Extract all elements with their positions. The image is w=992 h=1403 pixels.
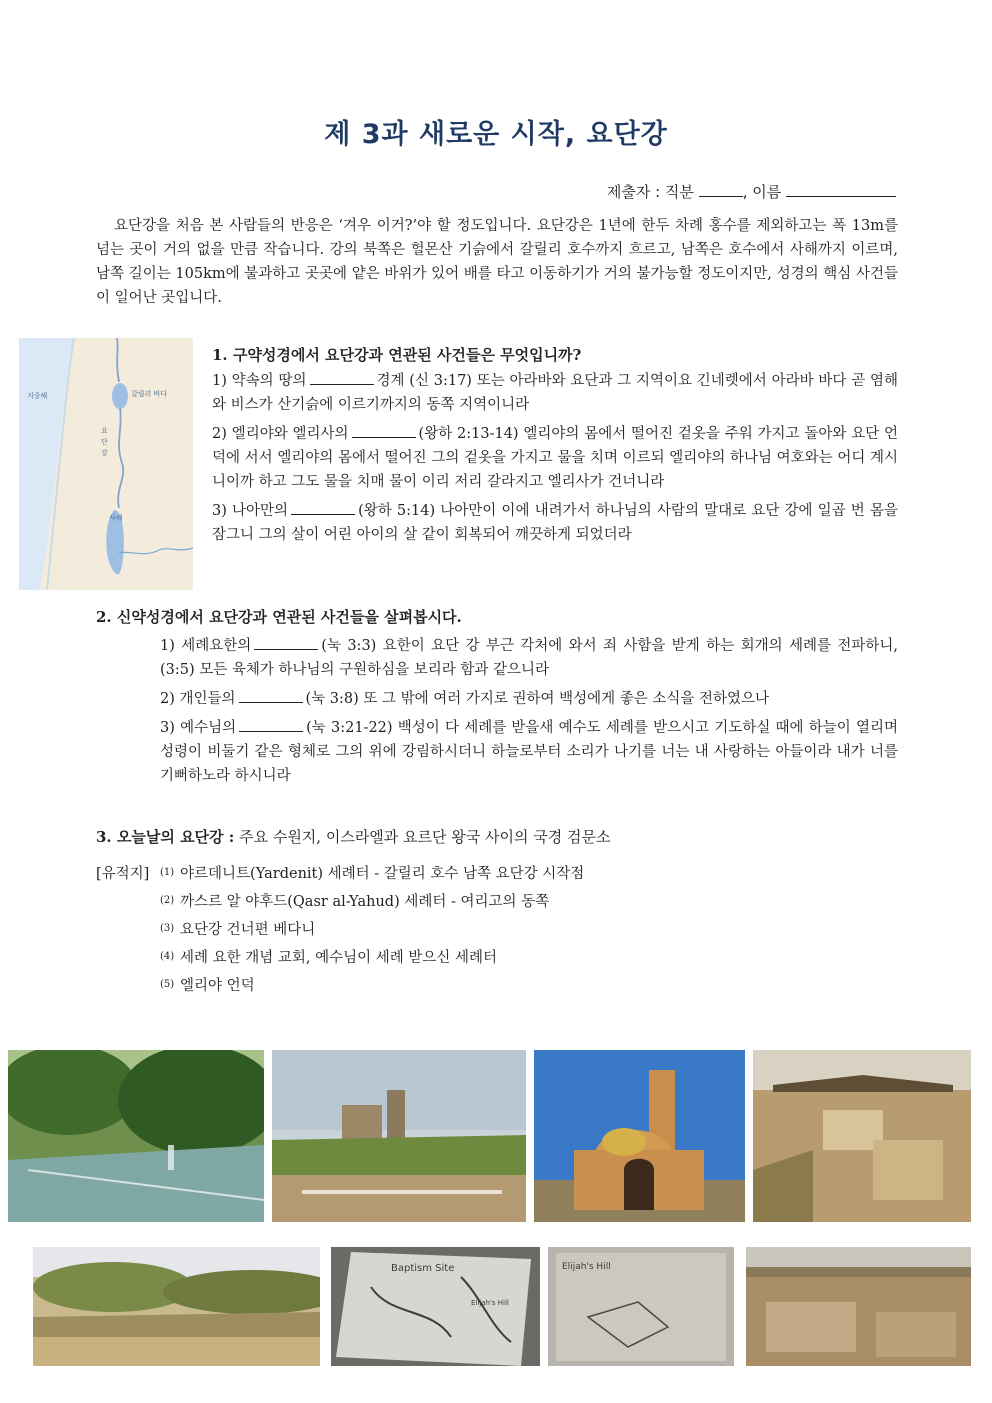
answer-blank[interactable] xyxy=(352,423,416,438)
photo-jordan-riverbank xyxy=(33,1247,320,1366)
list-item: [유적지] (1) 야르데니트(Yardenit) 세례터 - 갈릴리 호수 남쪽 요단강 시작점 xyxy=(96,858,898,886)
section3-heading-bold: 3. 오늘날의 요단강 : xyxy=(96,828,235,846)
section1-item-3: 3) 나아만의 (왕하 5:14) 나아만이 이에 내려가서 하나님의 사람의 말대로 요단 강에 일곱 번 몸을 잠그니 그의 살이 어린 아이의 살 같이 회복되어 깨끗하게 되었더라 xyxy=(212,499,898,547)
section2-item-2: 2) 개인들의 (눅 3:8) 또 그 밖에 여러 가지로 권하여 백성에게 좋은 소식을 전하였으나 xyxy=(160,687,898,711)
list-item: (5) 엘리야 언덕 xyxy=(160,977,255,994)
map-label-galilee: 갈릴리 바다 xyxy=(131,390,168,398)
submitter-label: 제출자 : 직분 xyxy=(606,183,694,201)
section2-item-1: 1) 세례요한의 (눅 3:3) 요한이 요단 강 부근 각처에 와서 죄 사함을 받게 하는 회개의 세례를 전파하니, (3:5) 모든 육체가 하나님의 구원하심을 보리라 함과 같으니라 xyxy=(160,634,898,682)
list-item: (2) 까스르 알 야후드(Qasr al-Yahud) 세례터 - 여리고의 동쪽 xyxy=(160,893,550,910)
section-old-testament xyxy=(212,344,898,552)
list-item: (4) 세례 요한 개념 교회, 예수님이 세례 받으신 세례터 xyxy=(160,949,498,966)
section1-heading: 1. 구약성경에서 요단강과 연관된 사건들은 무엇입니까? xyxy=(212,346,582,364)
name-blank[interactable] xyxy=(786,182,896,197)
sign-elijah-hill-text: Elijah's Hill xyxy=(562,1262,611,1272)
map-label-river-3: 강 xyxy=(101,449,108,457)
map-graphic xyxy=(19,338,193,590)
sites-prefix: [유적지] xyxy=(96,865,150,882)
galilee-lake-shape xyxy=(112,383,128,409)
section1-item-1: 1) 약속의 땅의 경계 (신 3:17) 또는 아라바와 요단과 그 지역이요 긴네렛에서 아라바 바다 곧 염해와 비스가 산기슭에 이르기까지의 동쪽 지역이니라 xyxy=(212,369,898,417)
photo-yardenit xyxy=(8,1050,264,1222)
section3-heading-rest: 주요 수원지, 이스라엘과 요르단 왕국 사이의 국경 검문소 xyxy=(239,828,611,846)
map-label-river-2: 단 xyxy=(101,438,108,446)
section-new-testament xyxy=(160,634,898,793)
page-title: 제 3과 새로운 시작, 요단강 xyxy=(324,119,668,150)
photo-map-sign-elijah-hill xyxy=(548,1247,734,1366)
answer-blank[interactable] xyxy=(254,635,318,650)
sign-elijah-small-text: Elijah's Hill xyxy=(471,1299,509,1307)
answer-blank[interactable] xyxy=(239,717,303,732)
section1-item-2: 2) 엘리야와 엘리사의 (왕하 2:13-14) 엘리야의 몸에서 떨어진 겉옷을 주워 가지고 돌아와 요단 언덕에 서서 엘리야의 몸에서 떨어진 그의 겉옷을 가지고 물을 치며 이르되 엘리야의 하나님 여호와는 어디 계시니이까 하고 그도 물을 치매 물이 이리 저리 갈라지고 엘리사가 건너니라 xyxy=(212,422,898,494)
answer-blank[interactable] xyxy=(239,688,303,703)
intro-paragraph: 요단강을 처음 본 사람들의 반응은 ‘겨우 이거?’야 할 정도입니다. 요단강은 1년에 한두 차례 홍수를 제외하고는 폭 13m를 넘는 곳이 거의 없을 만큼 작습니다. 강의 북쪽은 헐몬산 기슭에서 갈릴리 호수까지 흐르고, 남쪽은 호수에서 사해까지 이르며, 남쪽 길이는 105km에 불과하고 곳곳에 얕은 바위가 있어 배를 타고 이동하기가 거의 불가능할 정도이지만, 성경의 핵심 사건들이 일어난 곳입니다. xyxy=(96,218,898,306)
photo-elijah-hill-ruins xyxy=(746,1247,971,1366)
list-item: (3) 요단강 건너편 베다니 xyxy=(160,921,316,938)
jordan-river-map xyxy=(19,338,193,590)
map-label-sea: 지중해 xyxy=(27,392,48,400)
sign-baptism-site-text: Baptism Site xyxy=(391,1263,455,1274)
section2-heading: 2. 신약성경에서 요단강과 연관된 사건들을 살펴봅시다. xyxy=(96,608,462,626)
role-blank[interactable] xyxy=(699,182,743,197)
photo-baptism-site-ruins xyxy=(753,1050,971,1222)
photo-qasr-al-yahud xyxy=(272,1050,526,1222)
section2-item-3: 3) 예수님의 (눅 3:21-22) 백성이 다 세례를 받을새 예수도 세례를 받으시고 기도하실 때에 하늘이 열리며 성령이 비둘기 같은 형체로 그의 위에 강림하시더니 하늘로부터 소리가 나기를 너는 내 사랑하는 아들이라 내가 너를 기뻐하노라 하시니라 xyxy=(160,716,898,788)
name-label: , 이름 xyxy=(742,183,782,201)
answer-blank[interactable] xyxy=(291,500,355,515)
answer-blank[interactable] xyxy=(310,370,374,385)
section3-heading xyxy=(96,826,611,847)
photo-map-sign-baptism-site xyxy=(331,1247,540,1366)
sites-list xyxy=(96,858,898,998)
photo-bethany-church xyxy=(534,1050,745,1222)
map-label-river-1: 요 xyxy=(101,427,108,435)
map-label-deadsea: 사해 xyxy=(109,514,123,522)
submitter-line xyxy=(607,181,896,202)
